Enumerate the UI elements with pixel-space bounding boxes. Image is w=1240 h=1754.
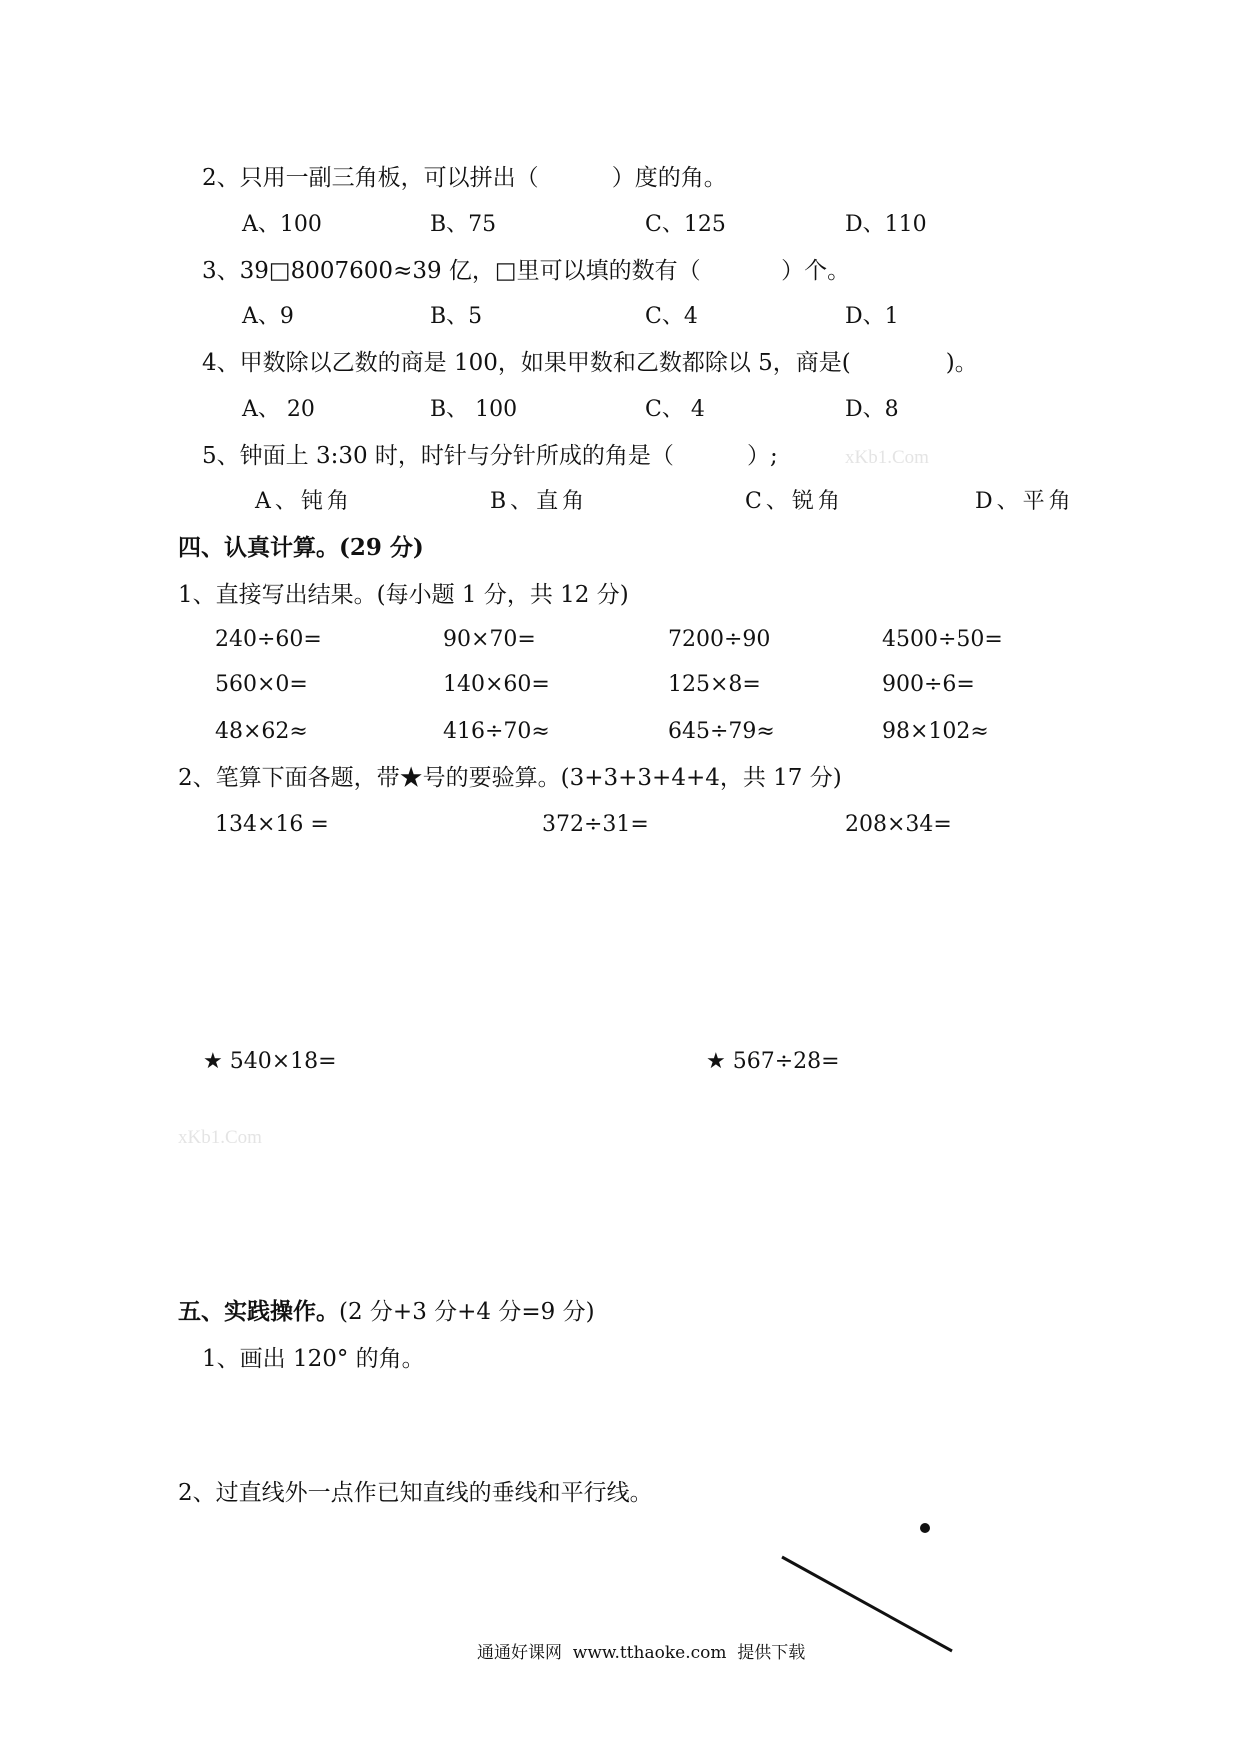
- question-2-stem: 2、只用一副三角板，可以拼出（ ）度的角。: [202, 165, 727, 191]
- calc-part-1-title: 1、直接写出结果。(每小题 1 分，共 12 分): [178, 582, 629, 608]
- practice-question-2: 2、过直线外一点作已知直线的垂线和平行线。: [178, 1480, 653, 1506]
- section-5-title: 五、实践操作。: [178, 1298, 339, 1325]
- question-4-stem: 4、甲数除以乙数的商是 100，如果甲数和乙数都除以 5，商是( )。: [202, 350, 978, 376]
- question-3-option-c: C、4: [645, 304, 698, 329]
- question-5-option-b: B、直角: [490, 489, 589, 514]
- question-2-option-b: B、75: [430, 212, 497, 237]
- calc-part-2-title: 2、笔算下面各题，带★号的要验算。(3+3+3+4+4，共 17 分): [178, 765, 842, 791]
- calc-item: 4500÷50=: [882, 627, 1003, 652]
- verify-calc-item: ★ 540×18=: [203, 1049, 337, 1074]
- watermark-middle: xKb1.Com: [178, 1127, 262, 1148]
- calc-item: 560×0=: [215, 672, 308, 697]
- question-3-option-a: A、9: [242, 304, 294, 329]
- calc-item: 7200÷90: [668, 627, 771, 652]
- calc-item: 416÷70≈: [443, 719, 550, 744]
- footer: 通通好课网 www.tthaoke.com 提供下载: [477, 1643, 806, 1663]
- question-3-option-b: B、5: [430, 304, 483, 329]
- calc-item: 240÷60=: [215, 627, 322, 652]
- section-5-score: (2 分+3 分+4 分=9 分): [339, 1299, 595, 1325]
- calc-item: 140×60=: [443, 672, 550, 697]
- written-calc-item: 134×16 =: [215, 812, 329, 837]
- external-point: [920, 1523, 930, 1533]
- written-calc-item: 372÷31=: [542, 812, 649, 837]
- question-5-stem: 5、钟面上 3:30 时，时针与分针所成的角是（ ）;: [202, 443, 778, 469]
- calc-item: 48×62≈: [215, 719, 308, 744]
- question-5-option-a: A、钝角: [255, 489, 353, 514]
- question-3-stem: 3、39□8007600≈39 亿，□里可以填的数有（ ）个。: [202, 258, 851, 284]
- calc-item: 125×8=: [668, 672, 761, 697]
- question-2-option-d: D、110: [845, 212, 927, 237]
- question-3-option-d: D、1: [845, 304, 899, 329]
- question-4-option-c: C、 4: [645, 397, 705, 422]
- practice-question-1: 1、画出 120° 的角。: [202, 1346, 425, 1372]
- question-5-option-d: D、平角: [975, 489, 1075, 514]
- calc-item: 90×70=: [443, 627, 536, 652]
- question-4-option-a: A、 20: [242, 397, 315, 422]
- given-line: [782, 1557, 952, 1651]
- watermark-top: xKb1.Com: [845, 447, 929, 468]
- written-calc-item: 208×34=: [845, 812, 952, 837]
- question-2-option-a: A、100: [242, 212, 322, 237]
- calc-item: 98×102≈: [882, 719, 989, 744]
- question-2-option-c: C、125: [645, 212, 726, 237]
- calc-item: 645÷79≈: [668, 719, 775, 744]
- verify-calc-item: ★ 567÷28=: [706, 1049, 840, 1074]
- question-5-option-c: C、锐角: [745, 489, 844, 514]
- section-4-title: 四、认真计算。(29 分): [178, 534, 424, 561]
- question-4-option-b: B、 100: [430, 397, 518, 422]
- calc-item: 900÷6=: [882, 672, 975, 697]
- question-4-option-d: D、8: [845, 397, 899, 422]
